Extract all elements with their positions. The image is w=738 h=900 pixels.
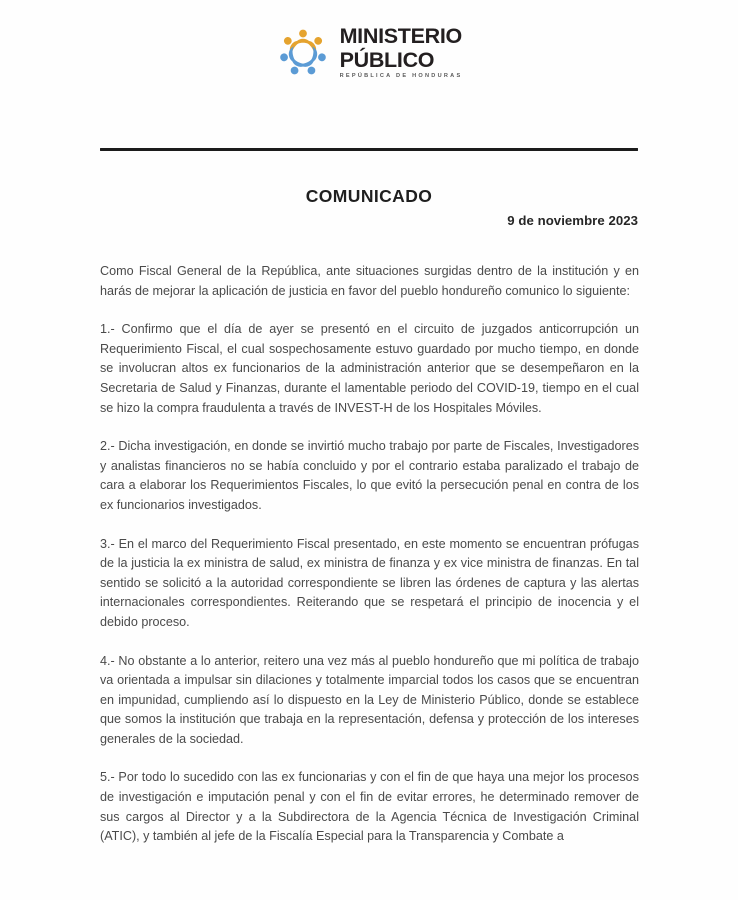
ministerio-publico-logo-icon [276,26,330,80]
document-title: COMUNICADO [305,186,433,206]
document-date: 9 de noviembre 2023 [507,213,638,228]
divider-line [100,148,638,151]
organization-wordmark [340,25,463,79]
paragraph-item-1: 1.- Confirmo que el día de ayer se presentó en el circuito de juzgados anticorrupción un Requerimiento Fiscal, el cual sospechosamente estuvo guardado por mucho tiempo, en donde se involucran altos ex funcionarios de la administración anterior que se desempeñaron en la Secretaria de Salud y Finanzas, durante el lamentable periodo del COVID-19, tiempo en el cual se hizo la compra fraudulenta a través de INVEST-H de los Hospitales Móviles. [100,322,639,415]
org-name-line-2: PÚBLICO [339,47,435,72]
letterhead [0,0,738,80]
paragraph-intro: Como Fiscal General de la República, ante situaciones surgidas dentro de la institución y en harás de mejorar la aplicación de justicia en favor del pueblo hondureño comunico lo siguiente: [100,264,639,298]
paragraph-item-3: 3.- En el marco del Requerimiento Fiscal presentado, en este momento se encuentran prófugas de la justicia la ex ministra de salud, ex ministra de finanza y ex vice ministra de finanzas. En tal sentido se solicitó a la autoridad correspondiente se libren las órdenes de captura y las alertas internacionales correspondientes. Reiterando que se respetará el principio de inocencia y el debido proceso. [100,536,639,629]
paragraph-item-5: 5.- Por todo lo sucedido con las ex funcionarias y con el fin de que haya una mejor los procesos de investigación e imputación penal y con el fin de evitar errores, he determinado remover de sus cargos al Director y a la Subdirectora de la Agencia Técnica de Investigación Criminal (ATIC), y también al jefe de la Fiscalía Especial para la Transparencia y Combate a [100,770,639,844]
header-divider [100,148,638,151]
document-body [100,262,639,847]
org-name-line-1: MINISTERIO [339,24,462,49]
paragraph-item-4: 4.- No obstante a lo anterior, reitero una vez más al pueblo hondureño que mi política de trabajo va orientada a impulsar sin dilaciones y totalmente imparcial todos los casos que se encuentran en impunidad, cumpliendo así lo dispuesto en la Ley de Ministerio Público, donde se establece que somos la institución que trabaja en la representación, defensa y protección de los intereses generales de la sociedad. [100,653,639,746]
paragraph-item-2: 2.- Dicha investigación, en donde se invirtió mucho trabajo por parte de Fiscales, Investigadores y analistas financieros no se había concluido y por el contrario estaba paralizado el trabajo de cara a elaborar los Requerimientos Fiscales, lo que evitó la persecución penal en contra de los ex funcionarios investigados. [100,439,639,512]
org-subtitle: REPÚBLICA DE HONDURAS [339,73,463,80]
